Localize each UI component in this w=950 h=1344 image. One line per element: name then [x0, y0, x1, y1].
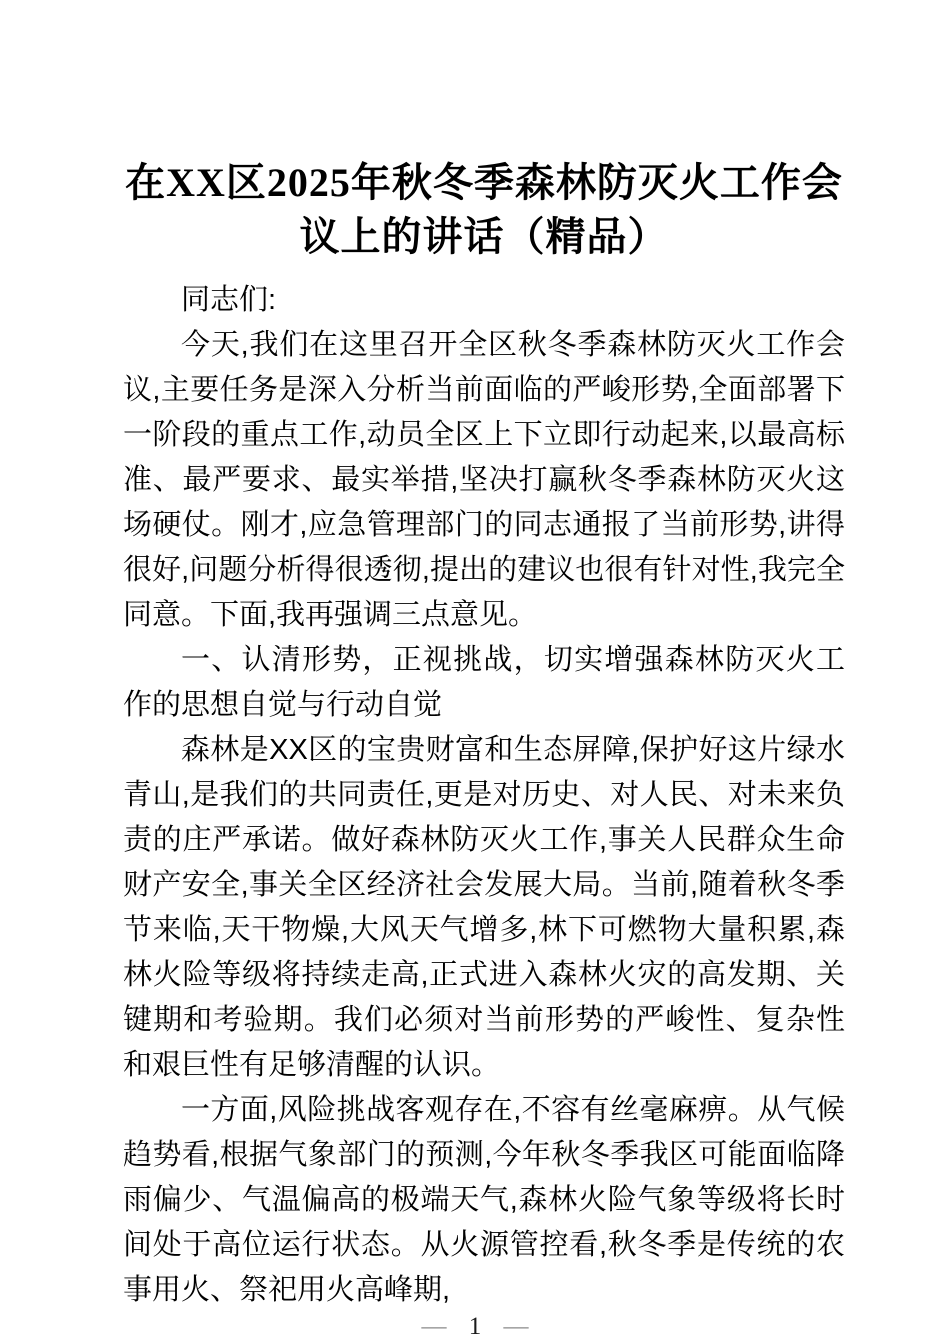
page-footer [0, 1314, 950, 1340]
section-1-paragraph-1: 森林是XX区的宝贵财富和生态屏障,保护好这片绿水青山,是我们的共同责任,更是对历史、对人民、对未来负责的庄严承诺。做好森林防灭火工作,事关人民群众生命财产安全,事关全区经济社会发展大局。当前,随着秋冬季节来临,天干物燥,大风天气增多,林下可燃物大量积累,森林火险等级将持续走高,正式进入森林火灾的高发期、关键期和考验期。我们必须对当前形势的严峻性、复杂性和艰巨性有足够清醒的认识。 [123, 734, 845, 1081]
salutation-paragraph: 同志们: [181, 284, 277, 316]
section-1-heading: 一、认清形势，正视挑战，切实增强森林防灭火工作的思想自觉与行动自觉 [123, 644, 845, 721]
intro-paragraph: 今天,我们在这里召开全区秋冬季森林防灭火工作会议,主要任务是深入分析当前面临的严峻形势,全面部署下一阶段的重点工作,动员全区上下立即行动起来,以最高标准、最严要求、最实举措,坚决打赢秋冬季森林防灭火这场硬仗。刚才,应急管理部门的同志通报了当前形势,讲得很好,问题分析得很透彻,提出的建议也很有针对性,我完全同意。下面,我再强调三点意见。 [123, 329, 845, 631]
section-1-paragraph-2: 一方面,风险挑战客观存在,不容有丝毫麻痹。从气候趋势看,根据气象部门的预测,今年秋冬季我区可能面临降雨偏少、气温偏高的极端天气,森林火险气象等级将长时间处于高位运行状态。从火源管控看,秋冬季是传统的农事用火、祭祀用火高峰期, [123, 1094, 845, 1306]
document-body [123, 156, 845, 1313]
document-title: 在XX区2025年秋冬季森林防灭火工作会议上的讲话（精品） [125, 160, 843, 259]
footer-left-dash: — [421, 1313, 447, 1340]
page-number: 1 [468, 1313, 482, 1340]
footer-right-dash: — [503, 1313, 529, 1340]
